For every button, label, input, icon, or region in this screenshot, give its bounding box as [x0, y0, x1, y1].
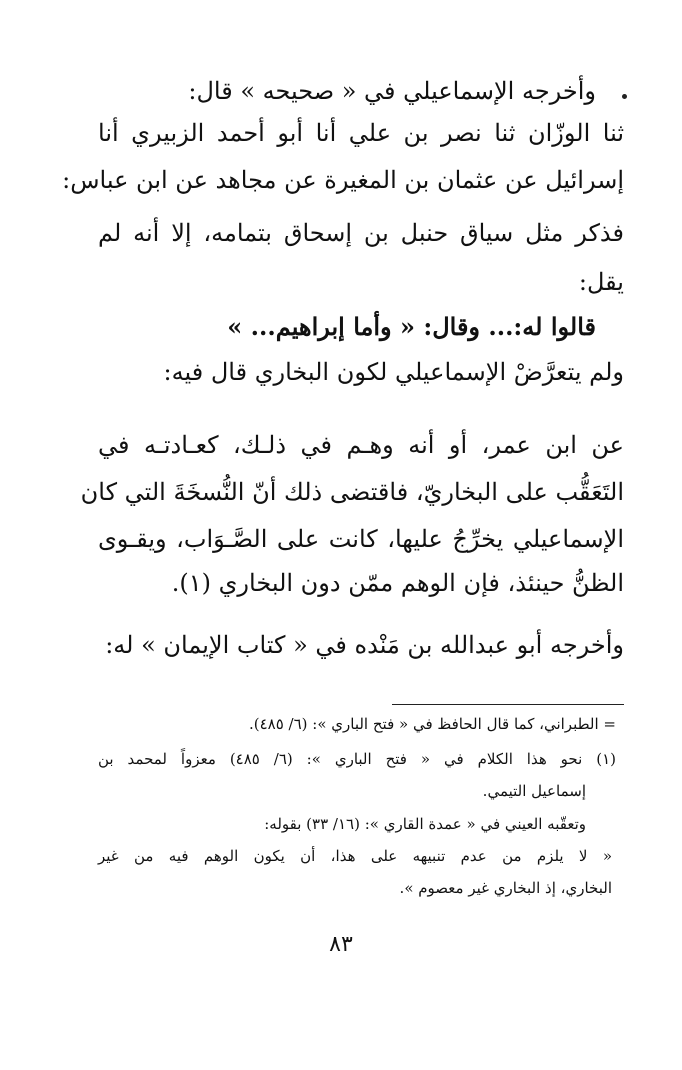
text-line-6: قالوا له:... وقال: « وأما إبراهيم... »: [227, 312, 596, 341]
footnote-line-1: (١) نحو هذا الكلام في « فتح الباري »: (٦/ ٤٨٥) معزواً لمحمد بن: [98, 750, 616, 768]
text-line-10: الإسماعيلي يخرِّجُ عليها، كانت على الصَّـوَاب، ويقـوى: [98, 525, 624, 553]
text-line-3: إسرائيل عن عثمان بن المغيرة عن مجاهد عن ابن عباس:: [62, 166, 624, 194]
text-line-8: عن ابن عمر، أو أنه وهـم في ذلـك، كعـادتـه في: [98, 431, 625, 459]
text-line-5: يقل:: [578, 268, 624, 296]
text-line-1: وأخرجه الإسماعيلي في « صحيحه » قال:: [188, 77, 596, 105]
text-line-7: ولم يتعرَّضْ الإسماعيلي لكون البخاري قال فيه:: [163, 358, 624, 386]
footnote-line-3: وتعقّبه العيني في « عمدة القاري »: (١٦/ ٣٣) بقوله:: [264, 815, 586, 833]
text-line-12: وأخرجه أبو عبدالله بن مَنْده في « كتاب الإيمان » له:: [105, 631, 624, 659]
margin-dot: [622, 94, 627, 99]
text-line-9: التَعَقُّب على البخاريّ، فاقتضى ذلك أنّ النُّسخَةَ التي كان: [80, 478, 624, 506]
text-line-4: فذكر مثل سياق حنبل بن إسحاق بتمامه، إلا أنه لم: [98, 219, 624, 247]
footnote-line-4: « لا يلزم من عدم تنبيهه على هذا، أن يكون الوهم فيه من غير: [98, 847, 612, 865]
footnote-line-0: = الطبراني، كما قال الحافظ في « فتح الباري »: (٦/ ٤٨٥).: [248, 715, 616, 733]
footnote-separator: [392, 704, 624, 705]
text-line-11: الظنُّ حينئذ، فإن الوهم ممّن دون البخاري (١).: [171, 569, 624, 597]
page-number: ٨٣: [329, 932, 353, 957]
footnote-line-2: إسماعيل التيمي.: [482, 782, 586, 800]
footnote-line-5: البخاري، إذ البخاري غير معصوم ».: [399, 879, 612, 897]
text-line-2: ثنا الوزّان ثنا نصر بن علي أنا أبو أحمد الزبيري أنا: [98, 119, 624, 147]
